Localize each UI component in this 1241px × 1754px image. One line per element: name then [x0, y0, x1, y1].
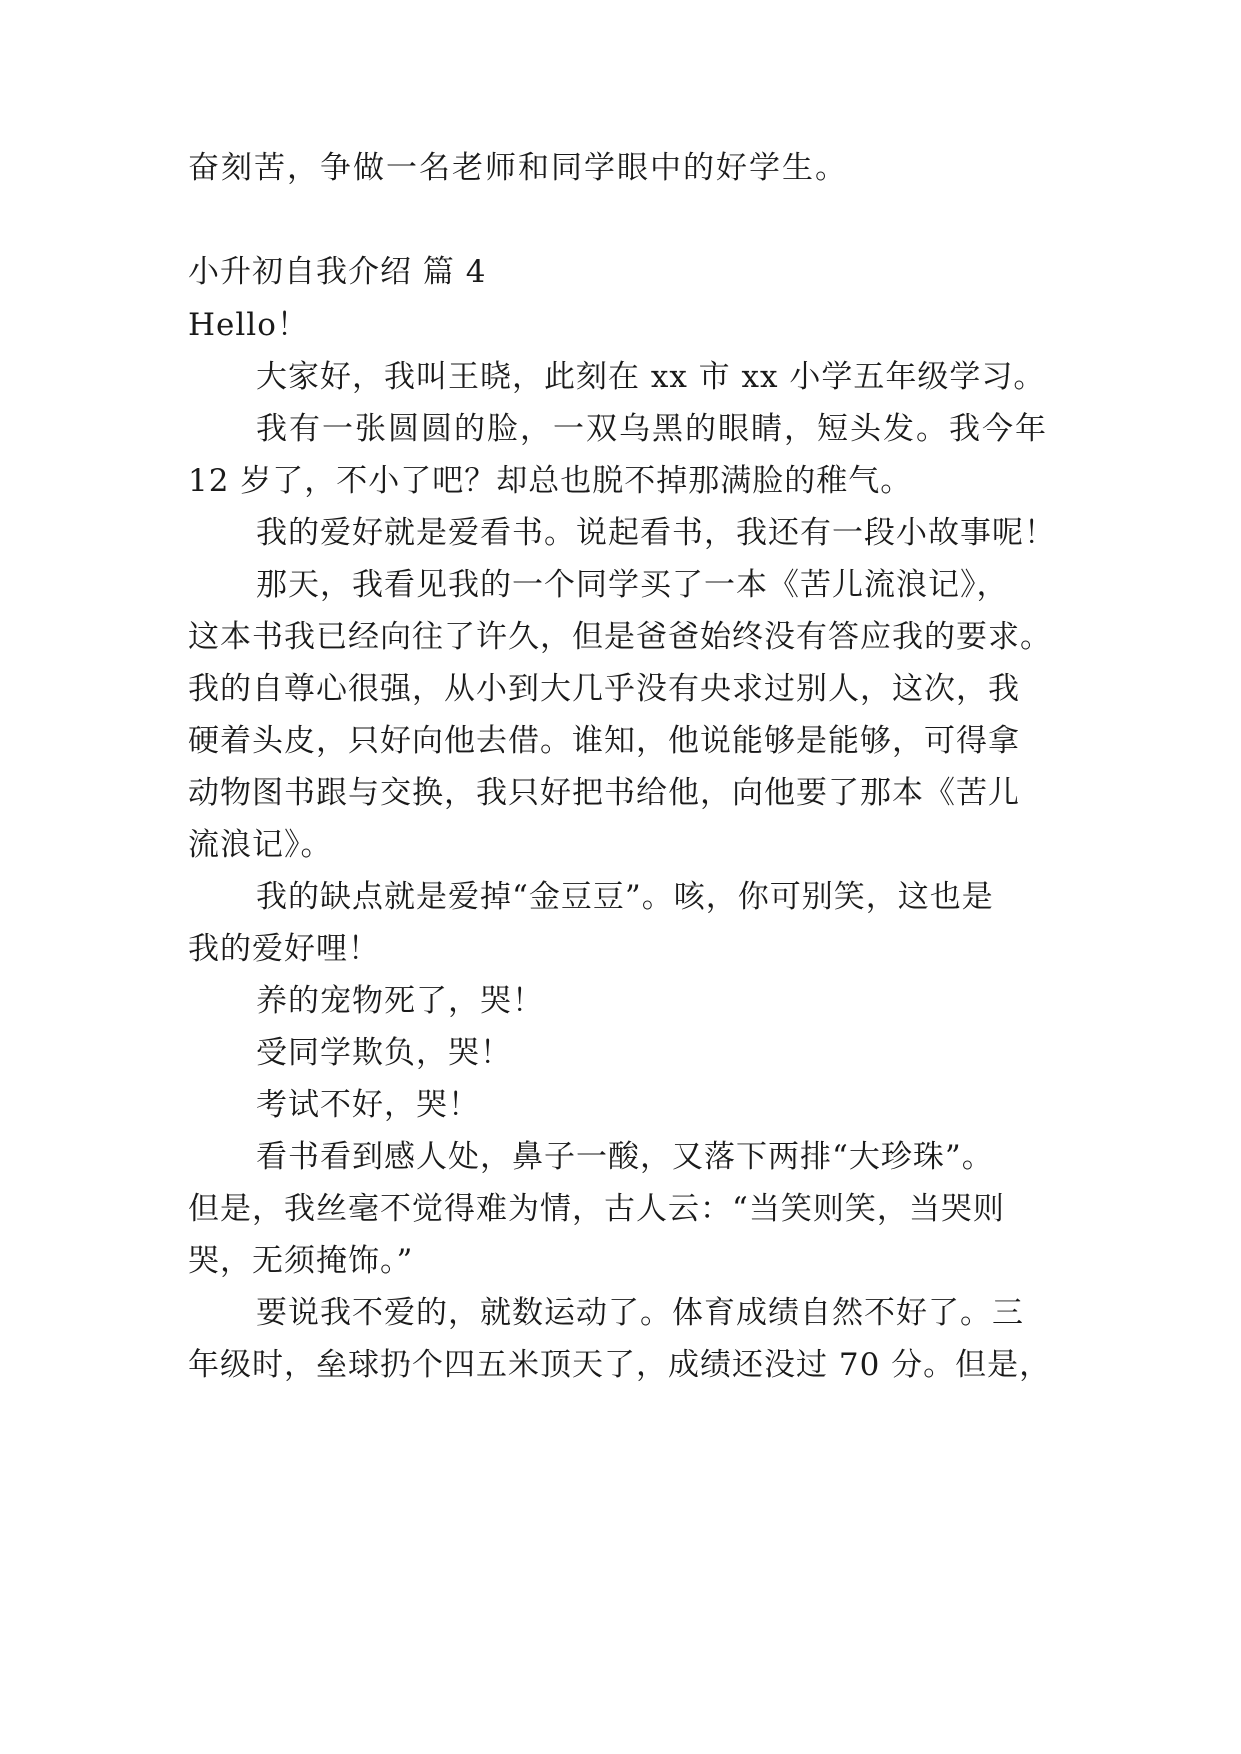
- paragraph-line: 这本书我已经向往了许久，但是爸爸始终没有答应我的要求。: [188, 619, 1052, 655]
- paragraph-line: 养的宠物死了，哭！: [256, 983, 544, 1019]
- paragraph-line: 硬着头皮，只好向他去借。谁知，他说能够是能够，可得拿: [188, 723, 1020, 759]
- paragraph-line: 但是，我丝毫不觉得难为情，古人云：“当笑则笑，当哭则: [188, 1191, 1005, 1227]
- paragraph-line: 流浪记》。: [188, 827, 333, 863]
- paragraph-line: 要说我不爱的，就数运动了。体育成绩自然不好了。三: [256, 1295, 1024, 1331]
- paragraph-line: 受同学欺负，哭！: [256, 1035, 512, 1071]
- paragraph-line: 动物图书跟与交换，我只好把书给他，向他要了那本《苦儿: [188, 775, 1020, 811]
- paragraph-line: 看书看到感人处，鼻子一酸，又落下两排“大珍珠”。: [256, 1139, 994, 1175]
- paragraph-line: 我的爱好就是爱看书。说起看书，我还有一段小故事呢！: [256, 515, 1056, 551]
- paragraph-line: 考试不好，哭！: [256, 1087, 480, 1123]
- paragraph-line: 12 岁了，不小了吧？却总也脱不掉那满脸的稚气。: [188, 463, 913, 499]
- paragraph-line: 大家好，我叫王晓，此刻在 xx 市 xx 小学五年级学习。: [256, 359, 1046, 395]
- paragraph-line: 奋刻苦，争做一名老师和同学眼中的好学生。: [188, 150, 848, 186]
- paragraph-line: 哭，无须掩饰。”: [188, 1243, 414, 1279]
- paragraph-line: 我的爱好哩！: [188, 931, 380, 967]
- paragraph-line: 我的自尊心很强，从小到大几乎没有央求过别人，这次，我: [188, 671, 1020, 707]
- section-heading: 小升初自我介绍 篇 4: [188, 254, 487, 290]
- paragraph-line: 那天，我看见我的一个同学买了一本《苦儿流浪记》，: [256, 567, 1009, 603]
- greeting-line: Hello！: [188, 307, 309, 343]
- paragraph-line: 我有一张圆圆的脸，一双乌黑的眼睛，短头发。我今年: [256, 411, 1048, 447]
- paragraph-line: 年级时，垒球扔个四五米顶天了，成绩还没过 70 分。但是，: [188, 1347, 1052, 1383]
- paragraph-line: 我的缺点就是爱掉“金豆豆”。咳，你可别笑，这也是: [256, 879, 994, 915]
